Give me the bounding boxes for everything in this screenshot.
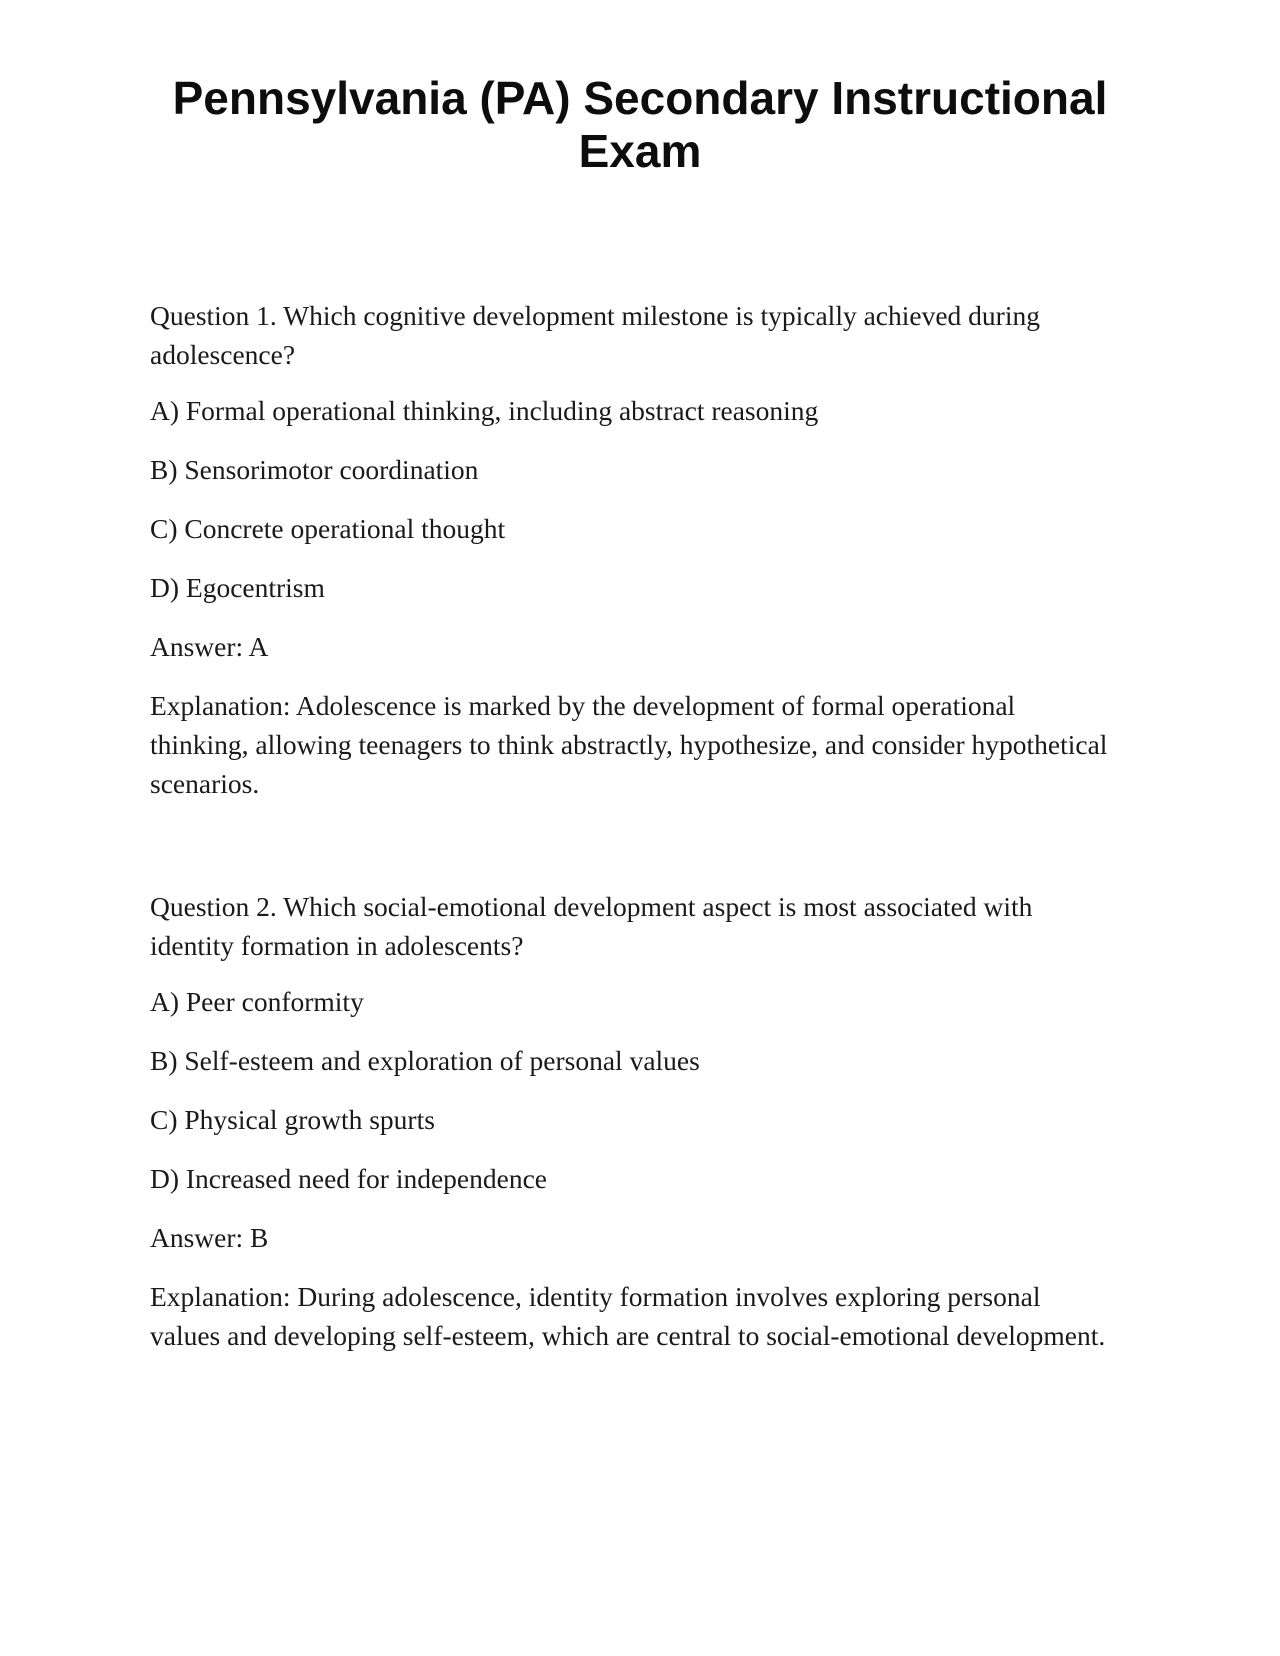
question-2-option-c: C) Physical growth spurts — [150, 1104, 435, 1135]
question-2-option-d: D) Increased need for independence — [150, 1163, 548, 1194]
question-1-option-a: A) Formal operational thinking, including abstract reasoning — [150, 395, 819, 426]
question-1-option-c: C) Concrete operational thought — [150, 513, 506, 544]
question-2-explanation: Explanation: During adolescence, identity formation involves exploring personal values and developing self-esteem, which are central to social-emotional development. — [150, 1281, 1106, 1351]
question-1-answer: Answer: A — [150, 631, 269, 662]
question-1-explanation: Explanation: Adolescence is marked by the development of formal operational thinking, allowing teenagers to think abstractly, hypothesize, and consider hypothetical scenarios. — [150, 690, 1108, 799]
page-title — [140, 72, 1140, 178]
question-2-option-a: A) Peer conformity — [150, 986, 364, 1017]
question-2-option-b: B) Self-esteem and exploration of personal values — [150, 1045, 700, 1076]
question-1-text: Question 1. Which cognitive development milestone is typically achieved during adolescence? — [150, 300, 1040, 370]
question-2-text: Question 2. Which social-emotional development aspect is most associated with identity formation in adolescents? — [150, 891, 1033, 961]
page-title-line-1: Pennsylvania (PA) Secondary Instructional — [172, 72, 1108, 124]
question-1-option-d: D) Egocentrism — [150, 572, 325, 603]
page-title-line-2: Exam — [578, 125, 702, 177]
question-1-option-b: B) Sensorimotor coordination — [150, 454, 479, 485]
question-2-answer: Answer: B — [150, 1222, 269, 1253]
